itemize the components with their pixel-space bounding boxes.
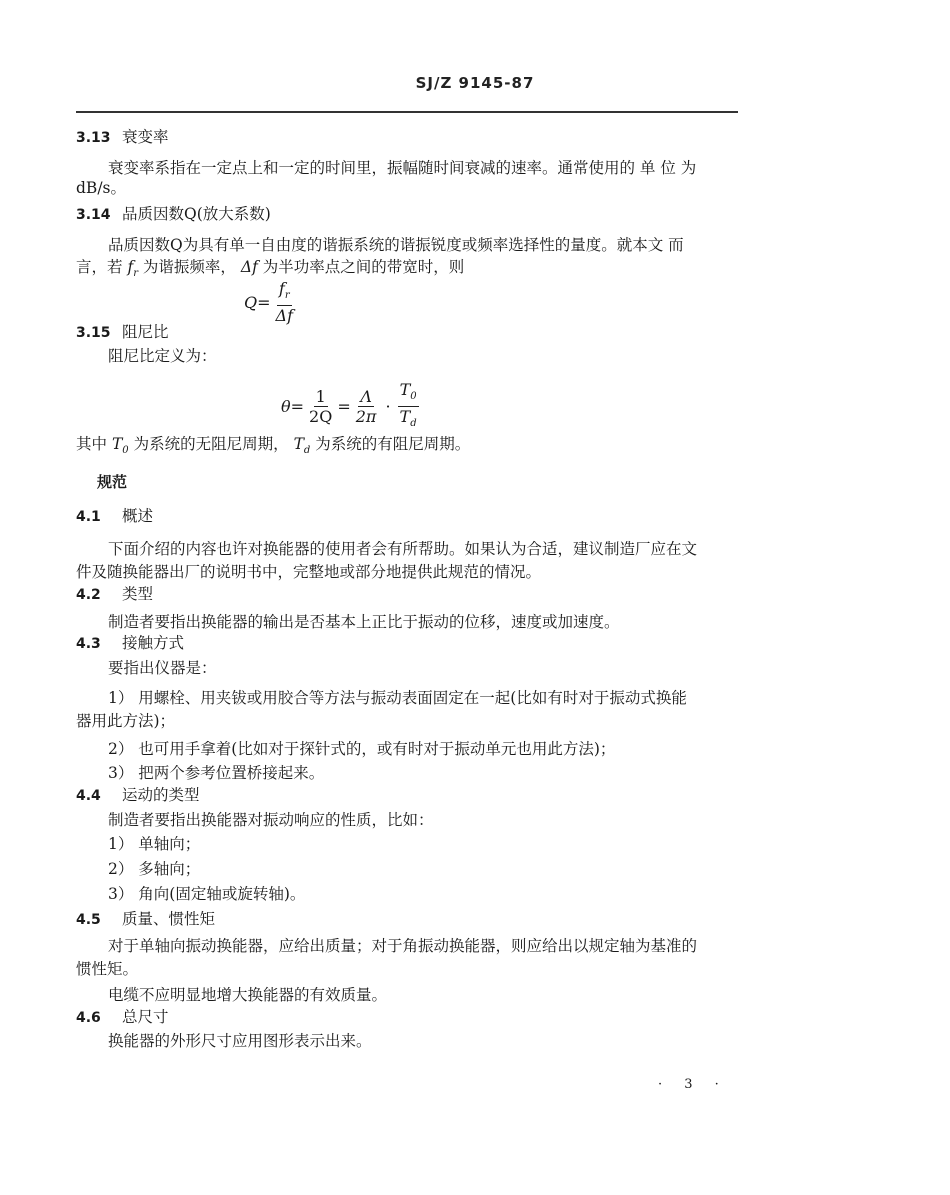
list-item-continuation: 器用此方法)； [76, 712, 176, 730]
page-number: · 3 · [658, 1077, 728, 1092]
section-4-5-heading [76, 909, 215, 930]
symbol-t0: $T_0$ [111, 435, 129, 457]
symbol-td: $T_d$ [293, 435, 311, 457]
section-3-14-heading [76, 204, 271, 225]
section-number: 4.2 [76, 587, 101, 603]
list-item: 3） 把两个参考位置桥接起来。 [108, 764, 325, 782]
section-title: 质量、惯性矩 [122, 910, 216, 928]
section-number: 4.3 [76, 636, 101, 652]
paragraph: 阻尼比定义为： [108, 347, 217, 365]
section-title: 运动的类型 [122, 786, 200, 804]
section-number: 3.13 [76, 130, 111, 146]
list-item: 1） 单轴向； [108, 835, 201, 853]
fraction: $\frac{1}{2Q}$ [309, 387, 333, 427]
paragraph: dB/s。 [76, 179, 126, 197]
header-rule [76, 111, 738, 113]
section-4-6-heading [76, 1007, 169, 1028]
list-item: 3） 角向(固定轴或旋转轴)。 [108, 885, 306, 903]
dot-operator: · [385, 397, 391, 417]
section-4-1-heading [76, 506, 153, 527]
text: 为半功率点之间的带宽时，则 [262, 258, 465, 276]
section-number: 4.6 [76, 1010, 101, 1026]
fraction: $\frac{f_r}{\Delta f}$ [275, 279, 294, 326]
paragraph: 件及随换能器出厂的说明书中，完整地或部分地提供此规范的情况。 [76, 563, 542, 581]
section-number: 4.1 [76, 509, 101, 525]
section-number: 4.5 [76, 912, 101, 928]
section-number: 3.14 [76, 207, 111, 223]
text: 为系统的无阻尼周期， [133, 435, 289, 453]
section-title: 总尺寸 [122, 1008, 169, 1026]
paragraph: 制造者要指出换能器对振动响应的性质，比如： [108, 811, 434, 829]
paragraph: 品质因数Q为具有单一自由度的谐振系统的谐振锐度或频率选择性的量度。就本文 而 [108, 236, 684, 254]
symbol-delta-f: Δf [240, 258, 258, 276]
section-title-spec: 规范 [97, 473, 128, 491]
paragraph: 换能器的外形尺寸应用图形表示出来。 [108, 1032, 372, 1050]
list-item: 1） 用螺栓、用夹钹或用胶合等方法与振动表面固定在一起(比如有时对于振动式换能 [108, 689, 687, 707]
text: 言，若 [76, 258, 123, 276]
section-title: 概述 [122, 507, 154, 525]
fraction: $\frac{\Lambda}{2\pi}$ [355, 387, 377, 427]
section-title: 阻尼比 [122, 323, 169, 341]
formula-theta [281, 381, 422, 432]
paragraph [76, 434, 470, 461]
section-title: 品质因数Q(放大系数) [122, 205, 271, 223]
text: 为系统的有阻尼周期。 [315, 435, 471, 453]
section-number: 3.15 [76, 325, 111, 341]
formula-lhs: θ= [281, 397, 305, 417]
standard-code-header: SJ/Z 9145-87 [415, 74, 535, 92]
section-title: 接触方式 [122, 634, 185, 652]
formula-lhs: Q= [244, 292, 271, 312]
symbol-fr: $f_r$ [127, 258, 138, 280]
section-title: 类型 [122, 585, 154, 603]
formula-q [244, 280, 298, 324]
text: 为谐振频率， [142, 258, 236, 276]
list-item: 2） 多轴向； [108, 860, 201, 878]
paragraph: 制造者要指出换能器的输出是否基本上正比于振动的位移，速度或加速度。 [108, 613, 620, 631]
fraction: $\frac{T_0}{T_d}$ [399, 380, 417, 430]
section-4-4-heading [76, 785, 200, 806]
paragraph: 惯性矩。 [76, 960, 139, 978]
text: 其中 [76, 435, 108, 453]
section-4-2-heading [76, 584, 153, 605]
paragraph: 对于单轴向振动换能器，应给出质量；对于角振动换能器，则应给出以规定轴为基准的 [108, 937, 698, 955]
equals-sign: = [337, 397, 351, 417]
section-title: 衰变率 [122, 128, 169, 146]
paragraph: 衰变率系指在一定点上和一定的时间里，振幅随时间衰减的速率。通常使用的 单 位 为 [108, 159, 697, 177]
section-number: 4.4 [76, 788, 101, 804]
paragraph: 电缆不应明显地增大换能器的有效质量。 [108, 986, 388, 1004]
section-3-13-heading [76, 127, 169, 148]
list-item: 2） 也可用手拿着(比如对于探针式的，或有时对于振动单元也用此方法)； [108, 740, 616, 758]
paragraph: 要指出仪器是： [108, 659, 217, 677]
section-4-3-heading [76, 633, 184, 654]
section-3-15-heading [76, 322, 169, 343]
paragraph: 下面介绍的内容也许对换能器的使用者会有所帮助。如果认为合适，建议制造厂应在文 [108, 540, 698, 558]
